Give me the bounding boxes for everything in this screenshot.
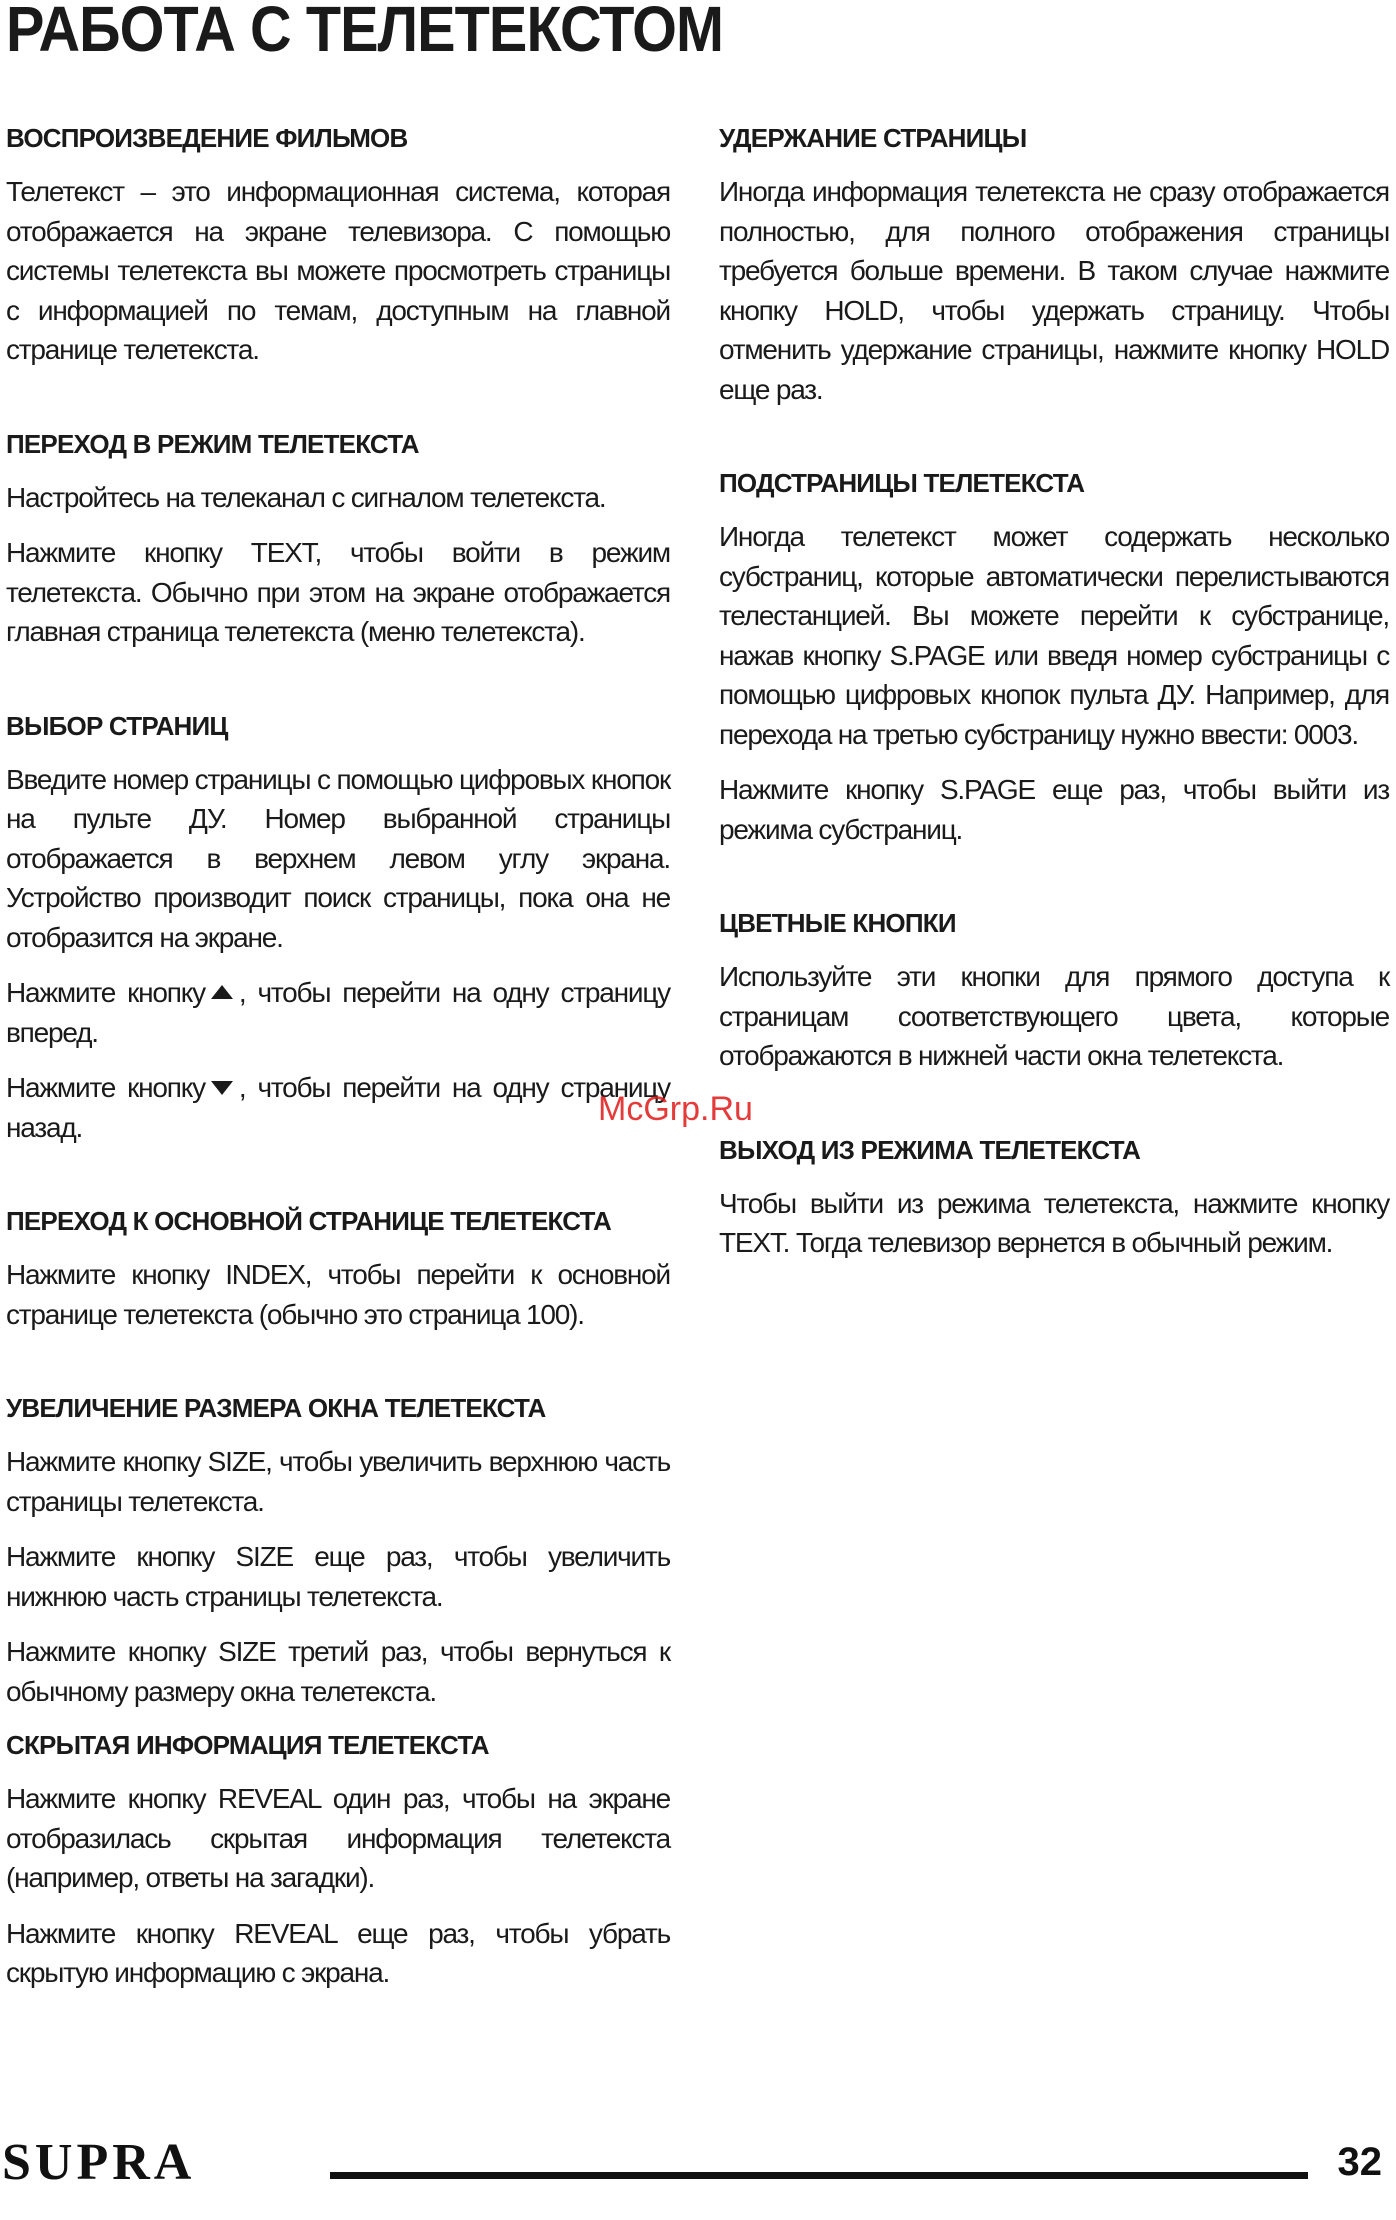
brand-logo: SUPRA bbox=[2, 2134, 196, 2191]
section-heading: УВЕЛИЧЕНИЕ РАЗМЕРА ОКНА ТЕЛЕТЕКСТА bbox=[6, 1393, 546, 1423]
section-subpages bbox=[719, 467, 1389, 849]
paragraph: Иногда информация телетекста не сразу отображается полностью, для полного отображения страницы требуется больше времени. В таком случае нажмите кнопку HOLD, чтобы удержать страницу. Чтобы отменить удержание страницы, нажмите кнопку HOLD еще раз. bbox=[719, 176, 1389, 405]
footer-divider bbox=[330, 2172, 1308, 2179]
section-heading: ПЕРЕХОД К ОСНОВНОЙ СТРАНИЦЕ ТЕЛЕТЕКСТА bbox=[6, 1206, 611, 1236]
paragraph: Нажмите кнопку SIZE еще раз, чтобы увеличить нижнюю часть страницы телетекста. bbox=[6, 1541, 670, 1612]
section-heading: ВЫБОР СТРАНИЦ bbox=[6, 710, 228, 741]
text-fragment: Нажмите кнопку bbox=[6, 1072, 205, 1103]
paragraph: Введите номер страницы с помощью цифровых кнопок на пульте ДУ. Номер выбранной страницы отображается в верхнем левом углу экрана. Устройство производит поиск страницы, пока она не отобразится на экране. bbox=[6, 763, 670, 953]
right-column bbox=[719, 122, 1389, 1321]
section-exit-teletext bbox=[719, 1134, 1389, 1263]
text-fragment: , чтобы перейти на одну страницу вперед. bbox=[6, 977, 670, 1048]
section-heading: ВОСПРОИЗВЕДЕНИЕ ФИЛЬМОВ bbox=[6, 123, 408, 153]
section-window-size bbox=[6, 1392, 670, 1711]
paragraph-page-down bbox=[6, 1068, 670, 1147]
section-hold-page bbox=[719, 122, 1389, 409]
paragraph: Иногда телетекст может содержать несколько субстраниц, которые автоматически перелистываются телестанцией. Вы можете перейти к субстранице, нажав кнопку S.PAGE или введя номер субстраницы с помощью цифровых кнопок пульта ДУ. Например, для перехода на третью субстраницу нужно ввести: 0003. bbox=[719, 521, 1389, 750]
paragraph: Нажмите кнопку S.PAGE еще раз, чтобы выйти из режима субстраниц. bbox=[719, 774, 1389, 845]
text-fragment: Нажмите кнопку bbox=[6, 977, 205, 1008]
section-heading: ПОДСТРАНИЦЫ ТЕЛЕТЕКСТА bbox=[719, 468, 1085, 498]
section-page-selection bbox=[6, 710, 670, 1148]
paragraph: Используйте эти кнопки для прямого доступа к страницам соответствующего цвета, которые отображаются в нижней части окна телетекста. bbox=[719, 961, 1389, 1071]
left-column bbox=[6, 122, 670, 2051]
paragraph: Нажмите кнопку SIZE, чтобы увеличить верхнюю часть страницы телетекста. bbox=[6, 1446, 670, 1517]
paragraph: Нажмите кнопку INDEX, чтобы перейти к основной странице телетекста (обычно это страница 100). bbox=[6, 1259, 670, 1330]
section-movie-playback bbox=[6, 122, 670, 370]
section-heading: ПЕРЕХОД В РЕЖИМ ТЕЛЕТЕКСТА bbox=[6, 428, 419, 459]
paragraph: Настройтесь на телеканал с сигналом телетекста. bbox=[6, 481, 606, 513]
paragraph: Нажмите кнопку SIZE третий раз, чтобы вернуться к обычному размеру окна телетекста. bbox=[6, 1636, 670, 1707]
triangle-up-icon bbox=[211, 985, 233, 999]
watermark: McGrp.Ru bbox=[598, 1090, 753, 1128]
section-heading: ЦВЕТНЫЕ КНОПКИ bbox=[719, 908, 956, 938]
section-hidden-info bbox=[6, 1729, 670, 1993]
page-title: РАБОТА С ТЕЛЕТЕКСТОМ bbox=[6, 0, 724, 65]
triangle-down-icon bbox=[211, 1081, 233, 1095]
section-heading: УДЕРЖАНИЕ СТРАНИЦЫ bbox=[719, 123, 1027, 153]
section-color-buttons bbox=[719, 907, 1389, 1076]
paragraph-page-up bbox=[6, 973, 670, 1052]
paragraph: Телетекст – это информационная система, которая отображается на экране телевизора. С помощью системы телетекста вы можете просмотреть страницы с информацией по темам, доступным на главной странице телетекста. bbox=[6, 176, 670, 365]
paragraph: Нажмите кнопку TEXT, чтобы войти в режим телетекста. Обычно при этом на экране отображается главная страница телетекста (меню телетекста). bbox=[6, 537, 670, 647]
section-enter-teletext bbox=[6, 428, 670, 652]
page-number: 32 bbox=[1337, 2140, 1382, 2184]
section-heading: ВЫХОД ИЗ РЕЖИМА ТЕЛЕТЕКСТА bbox=[719, 1134, 1141, 1165]
paragraph: Чтобы выйти из режима телетекста, нажмите кнопку TEXT. Тогда телевизор вернется в обычный режим. bbox=[719, 1187, 1389, 1258]
section-heading: СКРЫТАЯ ИНФОРМАЦИЯ ТЕЛЕТЕКСТА bbox=[6, 1730, 489, 1760]
section-index-page bbox=[6, 1205, 670, 1334]
paragraph: Нажмите кнопку REVEAL еще раз, чтобы убрать скрытую информацию с экрана. bbox=[6, 1917, 670, 1988]
paragraph: Нажмите кнопку REVEAL один раз, чтобы на экране отобразилась скрытая информация телетекста (например, ответы на загадки). bbox=[6, 1783, 670, 1893]
text-fragment: , чтобы перейти на одну страницу назад. bbox=[6, 1072, 670, 1143]
